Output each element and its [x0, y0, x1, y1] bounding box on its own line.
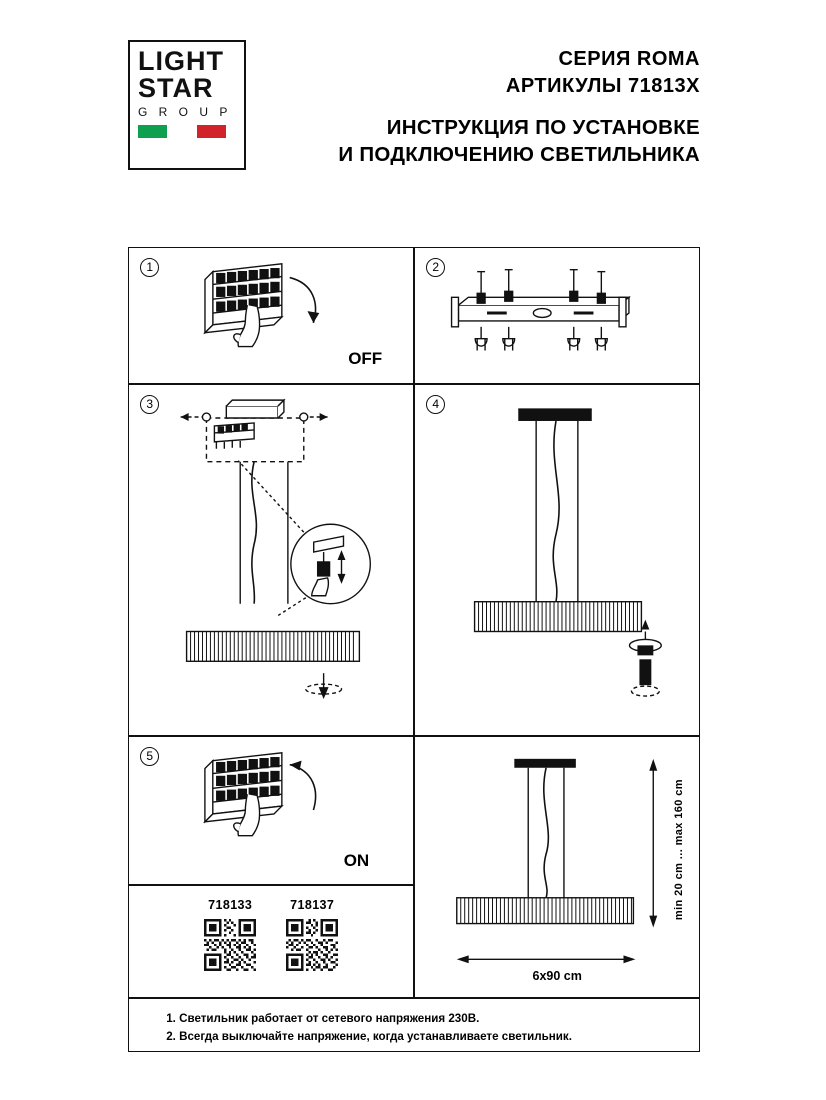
step-3-illustration [129, 385, 413, 735]
step-4-number: 4 [426, 395, 445, 414]
width-dimension-label: 6x90 cm [532, 969, 582, 984]
step-3-number: 3 [140, 395, 159, 414]
document-header [128, 40, 700, 192]
dimensions-cell [414, 736, 700, 998]
qr-code-icon[interactable] [204, 919, 256, 971]
step-4-illustration [415, 385, 699, 735]
step-1-off-label: OFF [348, 349, 383, 369]
article-numbers: АРТИКУЛЫ 71813X [505, 75, 700, 97]
brand-logo [128, 40, 246, 170]
height-dimension-label: min 20 cm ... max 160 cm [673, 779, 686, 921]
step-4-cell [414, 384, 700, 736]
step-1-cell [128, 247, 414, 384]
qr-code-label: 718133 [208, 898, 253, 913]
qr-codes-cell [128, 885, 414, 998]
logo-text-group: G R O U P [138, 105, 232, 119]
note-line-2: 2. Всегда выключайте напряжение, когда устанавливаете светильник. [166, 1029, 572, 1043]
instruction-title-line1: ИНСТРУКЦИЯ ПО УСТАНОВКЕ [386, 116, 700, 139]
series-title: СЕРИЯ ROMA [558, 48, 700, 70]
step-5-on-label: ON [343, 851, 370, 871]
step-2-cell [414, 247, 700, 384]
logo-text-light: LIGHT [138, 46, 224, 76]
step-1-number: 1 [140, 258, 159, 277]
qr-code-icon[interactable] [286, 919, 338, 971]
dimensions-illustration [415, 737, 699, 997]
italian-flag-icon [138, 125, 226, 138]
note-line-1: 1. Светильник работает от сетевого напряжения 230В. [166, 1012, 480, 1026]
instruction-grid [128, 247, 700, 1052]
step-3-cell [128, 384, 414, 736]
qr-item [204, 898, 256, 976]
qr-code-label: 718137 [290, 898, 335, 913]
instruction-title-line2: И ПОДКЛЮЧЕНИЮ СВЕТИЛЬНИКА [338, 143, 700, 166]
step-2-number: 2 [426, 258, 445, 277]
step-5-cell [128, 736, 414, 885]
logo-text-star: STAR [138, 73, 214, 103]
step-5-illustration [129, 737, 413, 884]
header-titles [270, 40, 700, 168]
qr-item [286, 898, 338, 976]
notes-cell [128, 998, 700, 1052]
step-2-illustration [415, 248, 699, 383]
step-5-number: 5 [140, 747, 159, 766]
